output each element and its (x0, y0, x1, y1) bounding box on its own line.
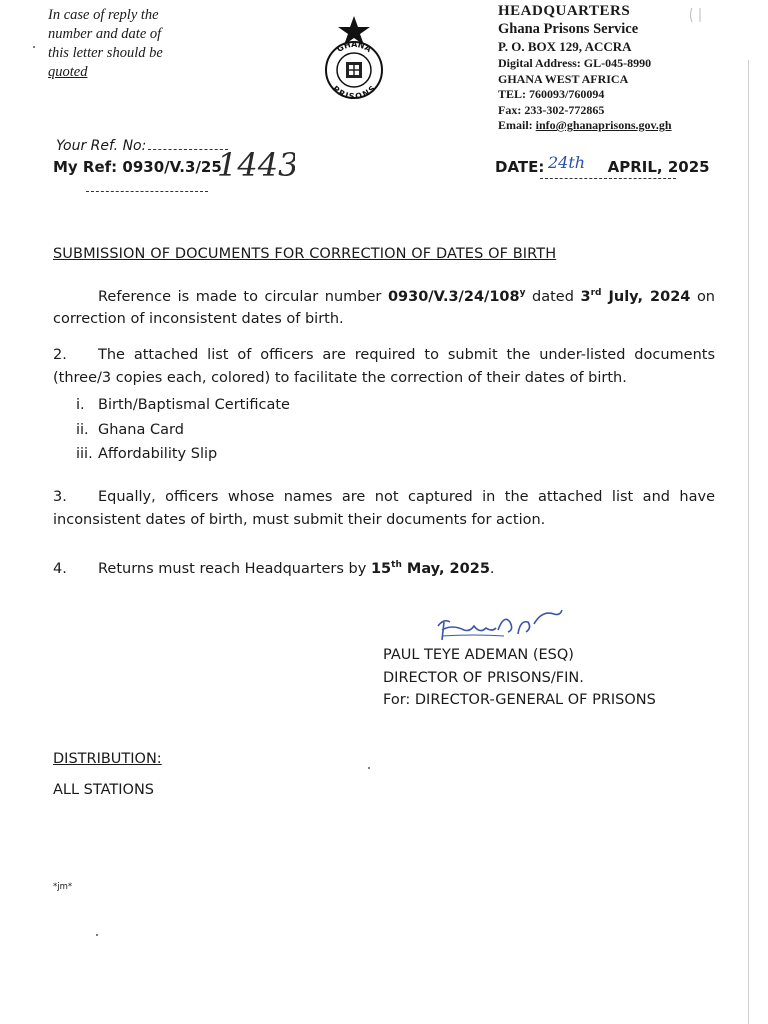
paragraph-4: 4. Returns must reach Headquarters by 15th May, 2025. (53, 554, 715, 580)
deadline-date: 15th May, 2025 (370, 560, 490, 577)
ghana-prisons-crest-icon (318, 16, 390, 100)
typist-initials: *jm* (53, 882, 73, 892)
paragraph-number: 3. (53, 489, 67, 505)
p1-text: Reference is made to circular number (98, 288, 388, 305)
your-ref-field (56, 138, 228, 154)
distribution-value: ALL STATIONS (53, 782, 155, 798)
crest-text-top: GHANA (335, 39, 373, 55)
your-ref-label: Your Ref. No: (56, 138, 147, 154)
scan-speck (33, 46, 35, 48)
email-link[interactable]: info@ghanaprisons.gov.gh (535, 118, 672, 132)
crest-text-bottom: PRISONS (330, 84, 378, 100)
circular-number: 0930/V.3/24/108$^y$ (387, 288, 526, 305)
signatory-name: PAUL TEYE ADEMAN (ESQ) (383, 647, 574, 663)
letterhead-country: GHANA WEST AFRICA (498, 71, 629, 86)
circular-date: 3rd July, 2024 (580, 288, 691, 305)
letterhead-telephone: TEL: 760093/760094 (498, 87, 605, 101)
email-label: Email: (498, 118, 536, 132)
scan-speck (96, 934, 98, 936)
handwritten-day-text: 24th (548, 153, 586, 172)
paragraph-number: 4. (53, 560, 67, 577)
reply-note-line: In case of reply the (48, 7, 159, 23)
my-ref-label: My Ref: (53, 158, 123, 176)
letterhead-title: HEADQUARTERS (498, 3, 631, 19)
handwritten-ref-text: 1443 (217, 146, 295, 184)
p2-text: The attached list of officers are required to submit the under-listed documents (three/3 copies each, colored) to facilitate the correction of their dates of birth. (53, 347, 715, 386)
letterhead-email (498, 118, 698, 134)
reply-instruction-note (48, 6, 188, 82)
scan-corner-mark (688, 6, 704, 24)
letterhead-digital-address: Digital Address: GL-045-8990 (498, 56, 652, 70)
list-item: ii. Ghana Card (76, 421, 184, 438)
handwritten-signature (434, 604, 566, 644)
paragraph-1: Reference is made to circular number 0930/V.3/24/108$^y$ dated 3rd July, 2024 on correction of inconsistent dates of birth. (53, 288, 715, 328)
signatory-on-behalf: For: DIRECTOR-GENERAL OF PRISONS (383, 692, 656, 708)
distribution-label: DISTRIBUTION: (53, 751, 162, 767)
handwritten-ref-number (215, 138, 295, 194)
p3-text: Equally, officers whose names are not captured in the attached list and have inconsistent dates of birth, must submit their documents for action. (53, 489, 715, 528)
date-dashed-underline (540, 178, 676, 179)
letterhead-organization: Ghana Prisons Service (498, 21, 639, 37)
reply-note-line: quoted (48, 64, 88, 80)
paragraph-2 (53, 344, 715, 389)
letterhead (498, 2, 698, 134)
letter-subject: SUBMISSION OF DOCUMENTS FOR CORRECTION OF DATES OF BIRTH (53, 246, 557, 262)
documents-list (76, 393, 290, 467)
signatory-title: DIRECTOR OF PRISONS/FIN. (383, 669, 584, 686)
reply-note-line: this letter should be (48, 45, 163, 61)
scan-speck (368, 767, 370, 769)
my-ref-value: 0930/V.3/25 (122, 158, 222, 176)
list-item: iii. Affordability Slip (76, 446, 218, 462)
scan-edge-line (748, 60, 749, 1024)
paragraph-number: 2. (53, 347, 67, 363)
letterhead-po-box: P. O. BOX 129, ACCRA (498, 39, 632, 54)
date-field (495, 158, 710, 176)
my-ref-field (53, 158, 222, 176)
handwritten-date-day (542, 146, 600, 176)
letterhead-fax: Fax: 233-302-772865 (498, 102, 605, 117)
date-label: DATE: (495, 158, 545, 176)
signatory-block (383, 644, 656, 712)
reply-note-line: number and date of (48, 26, 162, 42)
list-item: i. Birth/Baptismal Certificate (76, 397, 290, 413)
my-ref-dashed-underline (86, 191, 208, 192)
paragraph-3 (53, 486, 715, 531)
date-month-year: APRIL, 2025 (607, 158, 710, 176)
